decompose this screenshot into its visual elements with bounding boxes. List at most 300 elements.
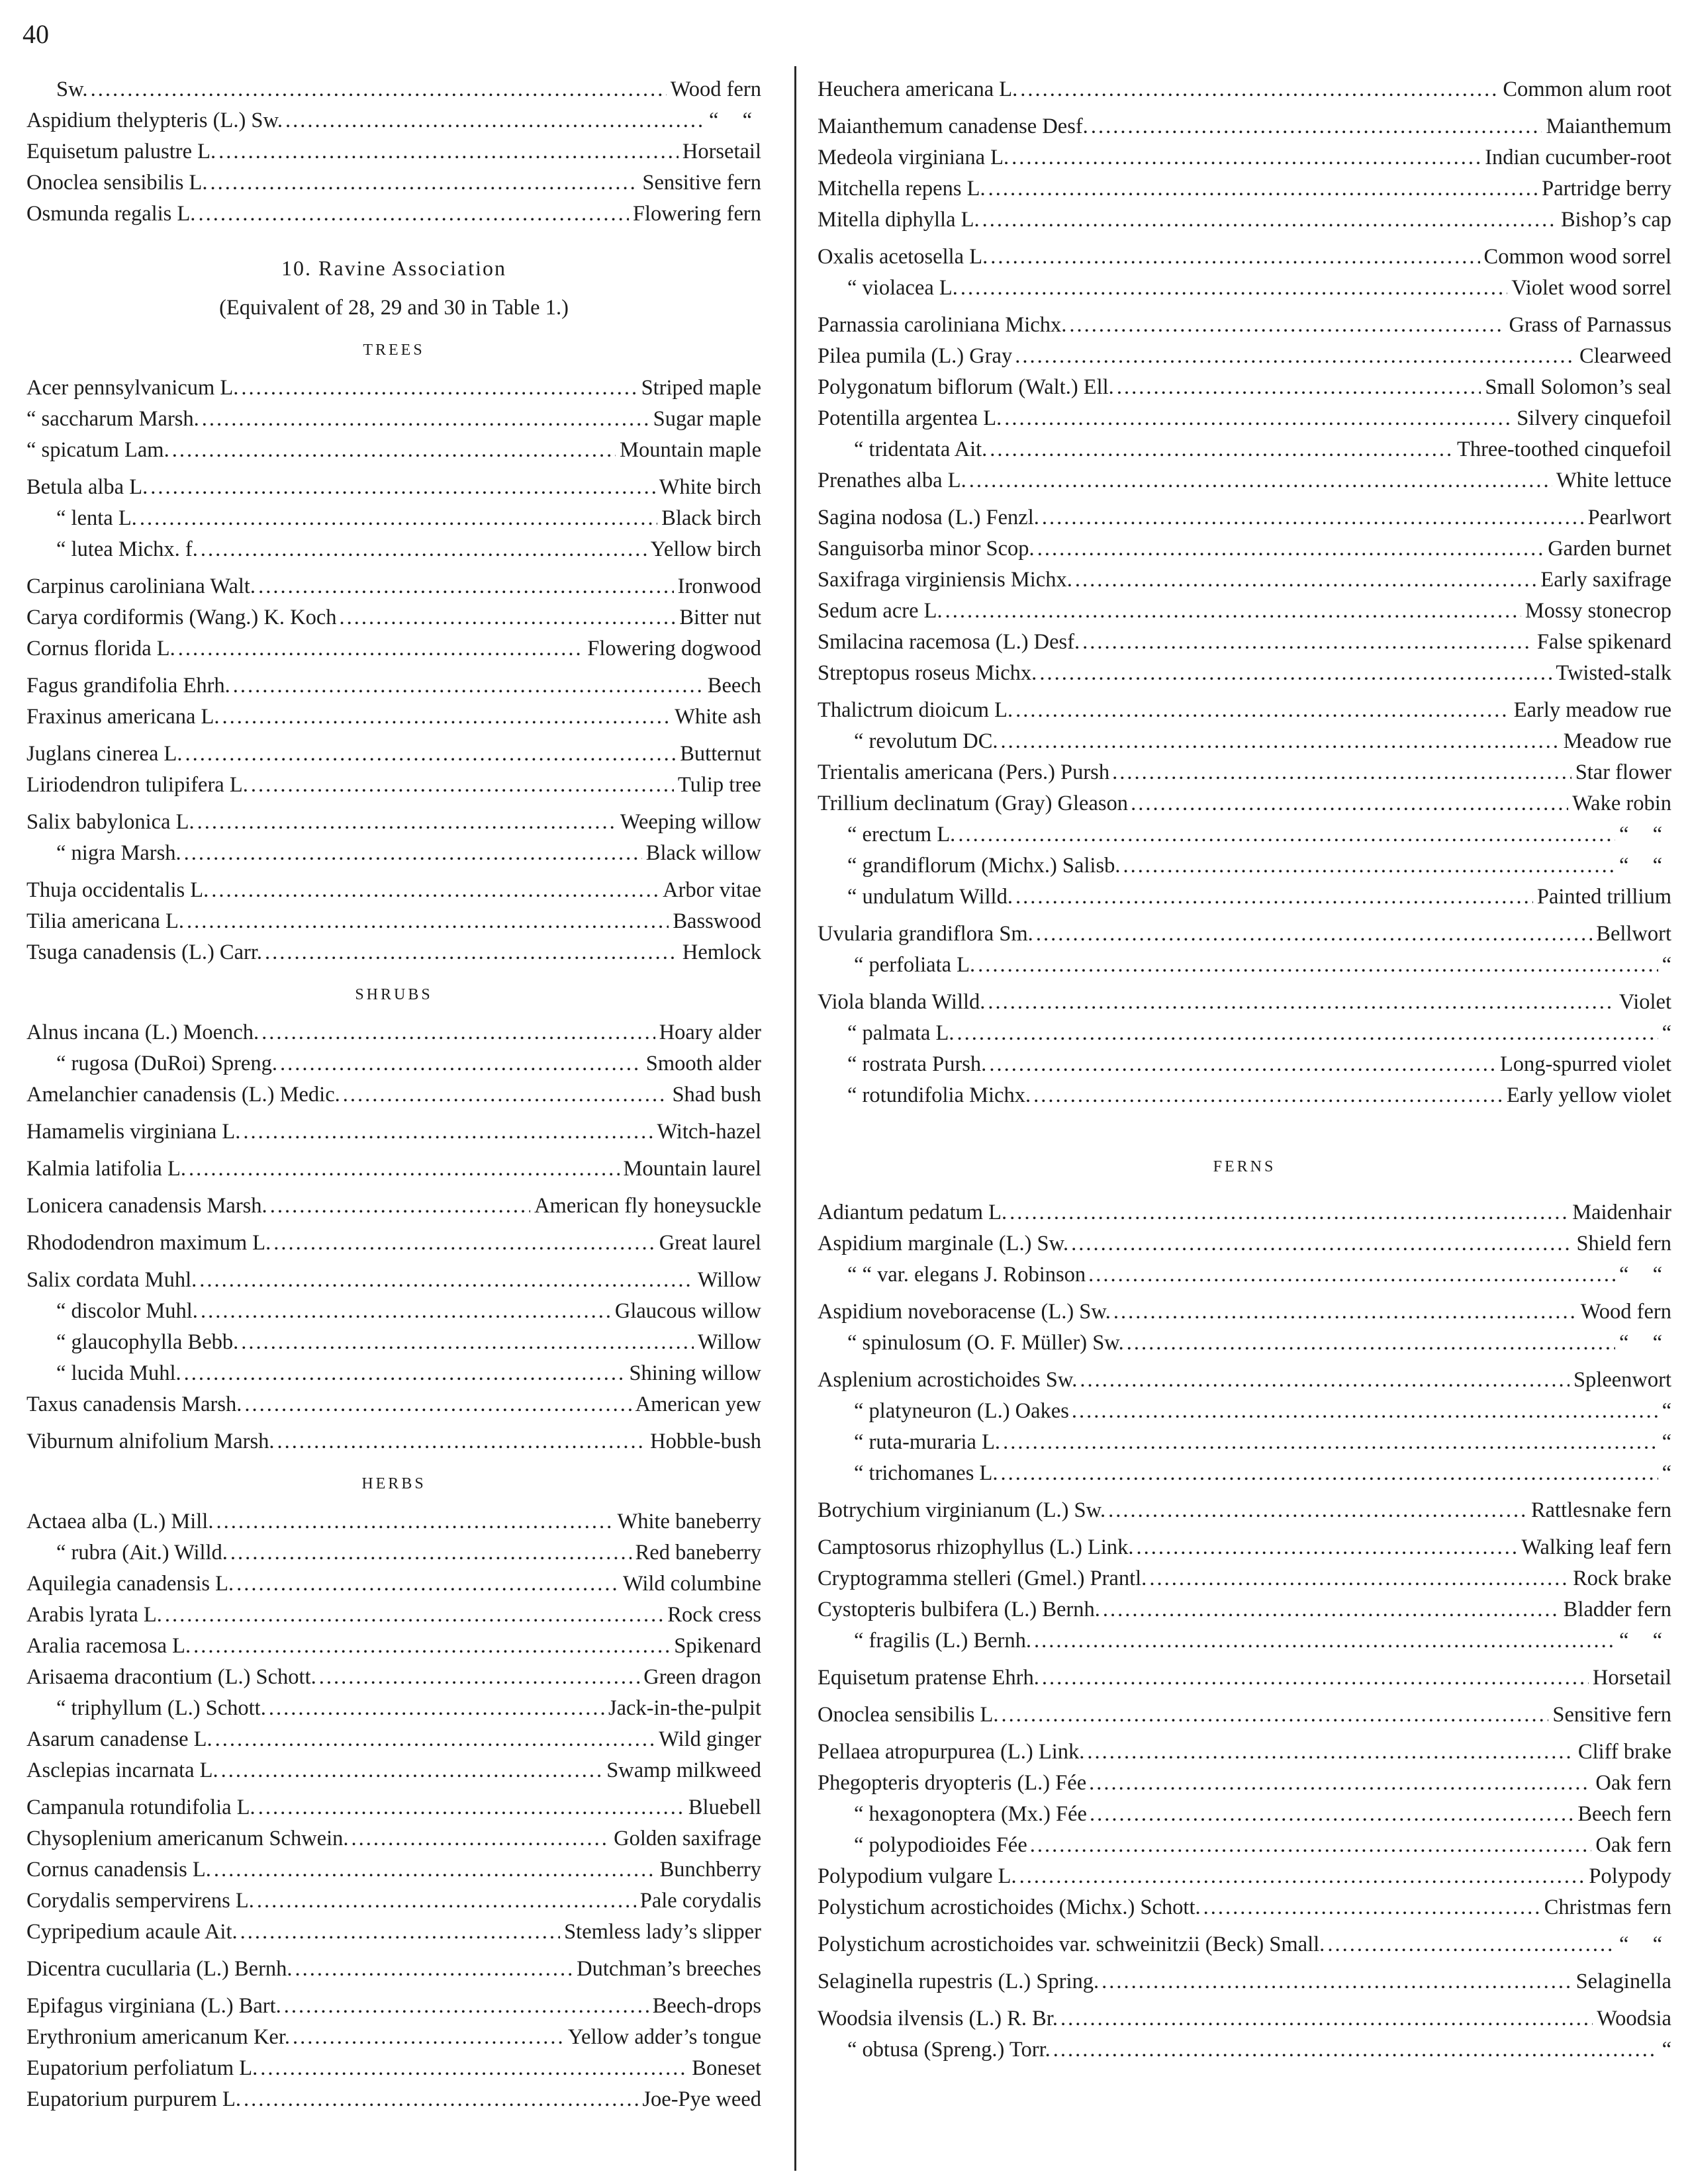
species-entry bbox=[818, 1365, 1671, 1396]
common-name: “ “ bbox=[1619, 823, 1671, 846]
species-entry bbox=[818, 74, 1671, 105]
scientific-name: Polygonatum biflorum (Walt.) Ell. bbox=[818, 375, 1114, 399]
dot-leader bbox=[957, 1018, 1658, 1049]
scientific-name: “ spicatum Lam. bbox=[26, 438, 169, 462]
species-entry bbox=[26, 1886, 761, 1917]
common-name: Silvery cinquefoil bbox=[1517, 406, 1671, 430]
common-name: Pearlwort bbox=[1587, 506, 1671, 529]
scientific-name: Fraxinus americana L. bbox=[26, 705, 220, 729]
dot-leader bbox=[198, 199, 629, 230]
common-name: Wild ginger bbox=[659, 1727, 761, 1751]
scientific-name: “ platyneuron (L.) Oakes bbox=[854, 1399, 1069, 1423]
common-name: Rock cress bbox=[667, 1603, 761, 1627]
species-entry bbox=[26, 373, 761, 404]
common-name: Green dragon bbox=[643, 1665, 761, 1689]
dot-leader bbox=[990, 242, 1479, 273]
scientific-name: “ “ var. elegans J. Robinson bbox=[847, 1263, 1086, 1287]
dot-leader bbox=[273, 1228, 655, 1259]
species-entry bbox=[26, 1079, 761, 1111]
species-entry bbox=[818, 1328, 1671, 1359]
dot-leader bbox=[982, 205, 1557, 236]
dot-leader bbox=[244, 1389, 631, 1420]
species-entry bbox=[818, 273, 1671, 304]
common-name: Black birch bbox=[661, 506, 761, 530]
species-entry bbox=[26, 633, 761, 664]
species-entry bbox=[818, 372, 1671, 403]
dot-leader bbox=[978, 950, 1658, 981]
common-name: American yew bbox=[635, 1392, 761, 1416]
scientific-name: Juglans cinerea L. bbox=[26, 742, 183, 766]
scientific-name: Kalmia latifolia L. bbox=[26, 1157, 186, 1181]
common-name: Glaucous willow bbox=[614, 1299, 761, 1323]
common-name: Painted trillium bbox=[1536, 885, 1671, 909]
scientific-name: Lonicera canadensis Marsh. bbox=[26, 1194, 267, 1218]
species-entry bbox=[818, 1861, 1671, 1892]
species-entry bbox=[818, 819, 1671, 850]
scientific-name: Oxalis acetosella L. bbox=[818, 245, 988, 269]
scientific-name: Viburnum alnifolium Marsh. bbox=[26, 1430, 275, 1453]
species-entry bbox=[26, 770, 761, 801]
common-name: Three-toothed cinquefoil bbox=[1457, 437, 1671, 461]
scientific-name: Chysoplenium americanum Schwein. bbox=[26, 1827, 349, 1850]
common-name: Shining willow bbox=[629, 1361, 761, 1385]
common-name: “ “ bbox=[1619, 1629, 1671, 1653]
common-name: Grass of Parnassus bbox=[1509, 313, 1671, 337]
dot-leader bbox=[280, 1048, 642, 1079]
scientific-name: Mitella diphylla L. bbox=[818, 208, 980, 232]
dot-leader bbox=[1071, 1228, 1572, 1259]
common-name: Oak fern bbox=[1595, 1771, 1671, 1795]
common-name: Violet wood sorrel bbox=[1511, 276, 1671, 300]
common-name: Horsetail bbox=[1592, 1666, 1671, 1690]
species-entry bbox=[818, 1018, 1671, 1049]
scientific-name: “ spinulosum (O. F. Müller) Sw. bbox=[847, 1331, 1124, 1355]
dot-leader bbox=[243, 1116, 653, 1148]
species-entry bbox=[26, 2053, 761, 2084]
species-entry bbox=[818, 1080, 1671, 1111]
dot-leader bbox=[214, 1854, 656, 1886]
dot-leader bbox=[261, 1017, 655, 1048]
dot-leader bbox=[189, 1154, 620, 1185]
left-column bbox=[26, 74, 761, 2115]
dot-leader bbox=[1123, 850, 1616, 882]
dot-leader bbox=[285, 105, 705, 136]
dot-leader bbox=[270, 1191, 530, 1222]
common-name: Sensitive fern bbox=[1552, 1703, 1671, 1727]
dot-leader bbox=[961, 273, 1507, 304]
scientific-name: Erythronium americanum Ker. bbox=[26, 2025, 290, 2049]
scientific-name: Medeola virginiana L. bbox=[818, 146, 1009, 169]
common-name: Small Solomon’s seal bbox=[1485, 375, 1671, 399]
scientific-name: Campanula rotundifolia L. bbox=[26, 1796, 256, 1819]
scientific-name: “ saccharum Marsh. bbox=[26, 407, 199, 431]
dot-leader bbox=[1009, 1197, 1568, 1228]
common-name: “ “ bbox=[1619, 1331, 1671, 1355]
common-name: Polypody bbox=[1589, 1864, 1671, 1888]
common-name: Maidenhair bbox=[1572, 1201, 1671, 1224]
scientific-name: Carpinus caroliniana Walt. bbox=[26, 574, 256, 598]
common-name: Stemless lady’s slipper bbox=[564, 1920, 761, 1944]
dot-leader bbox=[240, 1917, 560, 1948]
dot-leader bbox=[165, 1600, 663, 1631]
dot-leader bbox=[1060, 2003, 1593, 2034]
common-name: Weeping willow bbox=[620, 810, 761, 834]
species-entry bbox=[26, 1327, 761, 1358]
scientific-name: Cryptogramma stelleri (Gmel.) Prantl. bbox=[818, 1567, 1147, 1590]
species-entry bbox=[818, 403, 1671, 434]
dot-leader bbox=[1103, 1594, 1560, 1625]
species-entry bbox=[26, 1389, 761, 1420]
dot-leader bbox=[1075, 565, 1537, 596]
common-name: Jack-in-the-pulpit bbox=[608, 1696, 761, 1720]
common-name: Partridge berry bbox=[1542, 177, 1671, 201]
common-name: Selaginella bbox=[1575, 1970, 1671, 1993]
scientific-name: Uvularia grandiflora Sm. bbox=[818, 922, 1033, 946]
scientific-name: Heuchera americana L. bbox=[818, 77, 1018, 101]
species-entry bbox=[818, 850, 1671, 882]
dot-leader bbox=[989, 1049, 1496, 1080]
dot-leader bbox=[352, 1823, 610, 1854]
scientific-name: Aspidium marginale (L.) Sw. bbox=[818, 1232, 1069, 1255]
dot-leader bbox=[1089, 1768, 1591, 1799]
scientific-name: “ erectum L. bbox=[847, 823, 956, 846]
scientific-name: Polypodium vulgare L. bbox=[818, 1864, 1017, 1888]
dot-leader bbox=[199, 1265, 694, 1296]
scientific-name: Parnassia caroliniana Michx. bbox=[818, 313, 1067, 337]
dot-leader bbox=[258, 1792, 684, 1823]
species-entry bbox=[818, 950, 1671, 981]
dot-leader bbox=[1117, 372, 1481, 403]
scientific-name: “ polypodioides Fée bbox=[854, 1833, 1027, 1857]
dot-leader bbox=[1003, 1427, 1658, 1458]
scientific-name: “ triphyllum (L.) Schott. bbox=[56, 1696, 266, 1720]
common-name: White birch bbox=[659, 475, 761, 499]
species-entry bbox=[26, 1569, 761, 1600]
species-entry bbox=[26, 1537, 761, 1569]
species-entry bbox=[818, 1532, 1671, 1563]
common-name: Joe-Pye weed bbox=[642, 2087, 761, 2111]
common-name: Bishop’s cap bbox=[1560, 208, 1671, 232]
scientific-name: Arabis lyrata L. bbox=[26, 1603, 162, 1627]
herbs-heading: HERBS bbox=[361, 1475, 426, 1492]
common-name: Mountain laurel bbox=[623, 1157, 761, 1181]
scientific-name: Selaginella rupestris (L.) Spring. bbox=[818, 1970, 1100, 1993]
common-name: Early yellow violet bbox=[1506, 1083, 1671, 1107]
common-name: “ bbox=[1662, 2038, 1671, 2062]
species-entry bbox=[818, 726, 1671, 757]
common-name: Shield fern bbox=[1576, 1232, 1671, 1255]
dot-leader bbox=[140, 503, 657, 534]
species-entry bbox=[818, 695, 1671, 726]
dot-leader bbox=[1127, 1328, 1615, 1359]
common-name: Wood fern bbox=[670, 77, 761, 101]
dot-leader bbox=[1015, 882, 1533, 913]
scientific-name: “ lutea Michx. f. bbox=[56, 537, 198, 561]
species-entry bbox=[818, 627, 1671, 658]
common-name: Oak fern bbox=[1595, 1833, 1671, 1857]
scientific-name: “ obtusa (Spreng.) Torr. bbox=[847, 2038, 1051, 2062]
common-name: Wake robin bbox=[1572, 792, 1671, 815]
scientific-name: “ revolutum DC. bbox=[854, 729, 998, 753]
scientific-name: Osmunda regalis L. bbox=[26, 202, 196, 226]
species-entry bbox=[26, 937, 761, 968]
species-entry bbox=[818, 1427, 1671, 1458]
scientific-name: Onoclea sensibilis L. bbox=[26, 171, 208, 195]
common-name: “ “ bbox=[709, 109, 761, 132]
ferns-list bbox=[818, 1197, 1671, 2066]
scientific-name: “ rugosa (DuRoi) Spreng. bbox=[56, 1052, 277, 1075]
dot-leader bbox=[1015, 341, 1575, 372]
common-name: Horsetail bbox=[682, 140, 761, 163]
dot-leader bbox=[343, 1079, 669, 1111]
dot-leader bbox=[201, 1296, 611, 1327]
common-name: Bellwort bbox=[1596, 922, 1671, 946]
common-name: Ironwood bbox=[677, 574, 761, 598]
common-name: Sugar maple bbox=[653, 407, 761, 431]
dot-leader bbox=[1033, 1080, 1503, 1111]
dot-leader bbox=[1069, 310, 1505, 341]
section-title: 10. Ravine Association bbox=[281, 256, 506, 280]
common-name: Golden saxifrage bbox=[614, 1827, 761, 1850]
dot-leader bbox=[1042, 1662, 1589, 1694]
common-name: Spleenwort bbox=[1573, 1368, 1671, 1392]
dot-leader bbox=[1108, 1495, 1527, 1526]
scientific-name: “ lucida Muhl. bbox=[56, 1361, 181, 1385]
scientific-name: Cornus canadensis L. bbox=[26, 1858, 211, 1882]
scientific-name: Polystichum acrostichoides var. schweinitzii (Beck) Small. bbox=[818, 1933, 1325, 1956]
dot-leader bbox=[1053, 2034, 1658, 2066]
species-entry bbox=[818, 1228, 1671, 1259]
right-column bbox=[818, 74, 1671, 2066]
dot-leader bbox=[1001, 726, 1560, 757]
scientific-name: “ palmata L. bbox=[847, 1021, 955, 1045]
scientific-name: “ glaucophylla Bebb. bbox=[56, 1330, 239, 1354]
species-entry bbox=[26, 1755, 761, 1786]
common-name: Beech-drops bbox=[652, 1994, 761, 2018]
common-name: Butternut bbox=[680, 742, 761, 766]
dot-leader bbox=[211, 875, 659, 906]
dot-leader bbox=[1102, 1966, 1571, 1997]
common-name: Rock brake bbox=[1573, 1567, 1671, 1590]
dot-leader bbox=[184, 1358, 626, 1389]
common-name: Boneset bbox=[692, 2056, 761, 2080]
species-entry bbox=[818, 2034, 1671, 2066]
dot-leader bbox=[1004, 403, 1513, 434]
species-entry bbox=[818, 1737, 1671, 1768]
species-entry bbox=[26, 1991, 761, 2022]
species-entry bbox=[818, 1768, 1671, 1799]
common-name: Bluebell bbox=[688, 1796, 761, 1819]
species-entry bbox=[26, 571, 761, 602]
common-name: Black willow bbox=[645, 841, 761, 865]
common-name: Willow bbox=[697, 1330, 761, 1354]
species-entry bbox=[818, 1563, 1671, 1594]
dot-leader bbox=[215, 1724, 655, 1755]
dot-leader bbox=[958, 819, 1615, 850]
species-entry bbox=[818, 1297, 1671, 1328]
common-name: Bladder fern bbox=[1563, 1598, 1671, 1621]
common-name: “ bbox=[1662, 1461, 1671, 1485]
scientific-name: Asplenium acrostichoides Sw. bbox=[818, 1368, 1078, 1392]
dot-leader bbox=[1091, 111, 1542, 142]
scientific-name: Aralia racemosa L. bbox=[26, 1634, 191, 1658]
common-name: Common alum root bbox=[1503, 77, 1671, 101]
common-name: Hoary alder bbox=[659, 1021, 761, 1044]
scientific-name: Salix babylonica L. bbox=[26, 810, 195, 834]
species-entry bbox=[818, 242, 1671, 273]
species-entry bbox=[26, 435, 761, 466]
species-entry bbox=[26, 1296, 761, 1327]
species-entry bbox=[26, 1017, 761, 1048]
species-entry bbox=[818, 1495, 1671, 1526]
scientific-name: “ ruta-muraria L. bbox=[854, 1430, 1001, 1454]
trees-list bbox=[26, 373, 761, 968]
species-entry bbox=[818, 310, 1671, 341]
scientific-name: Equisetum pratense Ehrh. bbox=[818, 1666, 1039, 1690]
scientific-name: Eupatorium perfoliatum L. bbox=[26, 2056, 258, 2080]
dot-leader bbox=[1087, 1737, 1574, 1768]
scientific-name: Carya cordiformis (Wang.) K. Koch bbox=[26, 606, 337, 629]
dot-leader bbox=[1090, 1799, 1573, 1830]
scientific-name: Mitchella repens L. bbox=[818, 177, 986, 201]
scientific-name: Corydalis sempervirens L. bbox=[26, 1889, 254, 1913]
scientific-name: Thuja occidentalis L. bbox=[26, 878, 209, 902]
common-name: Christmas fern bbox=[1544, 1895, 1671, 1919]
common-name: Shad bush bbox=[672, 1083, 761, 1107]
dot-leader bbox=[1020, 74, 1499, 105]
common-name: “ “ bbox=[1619, 1933, 1671, 1956]
species-entry bbox=[26, 1854, 761, 1886]
scientific-name: Asclepias incarnata L. bbox=[26, 1758, 218, 1782]
scientific-name: Equisetum palustre L. bbox=[26, 140, 216, 163]
scientific-name: Sw. bbox=[56, 77, 88, 101]
species-entry bbox=[26, 472, 761, 503]
species-entry bbox=[818, 1197, 1671, 1228]
species-entry bbox=[818, 111, 1671, 142]
common-name: Yellow birch bbox=[650, 537, 761, 561]
dot-leader bbox=[178, 633, 584, 664]
scientific-name: “ lenta L. bbox=[56, 506, 137, 530]
species-entry bbox=[26, 1600, 761, 1631]
species-entry bbox=[818, 1049, 1671, 1080]
scientific-name: Fagus grandifolia Ehrh. bbox=[26, 674, 230, 698]
species-entry bbox=[818, 434, 1671, 465]
dot-leader bbox=[1137, 1532, 1518, 1563]
species-entry bbox=[26, 199, 761, 230]
common-name: “ “ bbox=[1619, 854, 1671, 878]
common-name: “ bbox=[1662, 1021, 1671, 1045]
common-name: “ “ bbox=[1619, 1263, 1671, 1287]
scientific-name: Cystopteris bulbifera (L.) Bernh. bbox=[818, 1598, 1100, 1621]
common-name: Early meadow rue bbox=[1513, 698, 1671, 722]
dot-leader bbox=[1203, 1892, 1540, 1923]
species-entry bbox=[818, 1625, 1671, 1657]
scientific-name: “ hexagonoptera (Mx.) Fée bbox=[854, 1802, 1087, 1826]
common-name: Yellow adder’s tongue bbox=[567, 2025, 761, 2049]
species-entry bbox=[818, 533, 1671, 565]
species-entry bbox=[818, 1929, 1671, 1960]
common-name: Woodsia bbox=[1597, 2007, 1671, 2030]
dot-leader bbox=[988, 173, 1538, 205]
common-name: Dutchman’s breeches bbox=[577, 1957, 761, 1981]
scientific-name: “ nigra Marsh. bbox=[56, 841, 181, 865]
scientific-name: Asarum canadense L. bbox=[26, 1727, 212, 1751]
scientific-name: “ undulatum Willd. bbox=[847, 885, 1013, 909]
species-entry bbox=[818, 1594, 1671, 1625]
species-entry bbox=[818, 173, 1671, 205]
common-name: Bunchberry bbox=[659, 1858, 761, 1882]
species-entry bbox=[26, 1724, 761, 1755]
dot-leader bbox=[1034, 1625, 1615, 1657]
common-name: Beech bbox=[707, 674, 761, 698]
species-entry bbox=[818, 1892, 1671, 1923]
scientific-name: Pilea pumila (L.) Gray bbox=[818, 344, 1013, 368]
dot-leader bbox=[172, 435, 616, 466]
scientific-name: Liriodendron tulipifera L. bbox=[26, 773, 248, 797]
dot-leader bbox=[257, 1886, 636, 1917]
dot-leader bbox=[1080, 1365, 1570, 1396]
common-name: Cliff brake bbox=[1577, 1740, 1671, 1764]
species-entry bbox=[818, 596, 1671, 627]
species-entry bbox=[818, 1799, 1671, 1830]
ferns-heading: FERNS bbox=[1213, 1158, 1276, 1175]
scientific-name: Maianthemum canadense Desf. bbox=[818, 114, 1088, 138]
species-entry bbox=[26, 167, 761, 199]
common-name: American fly honeysuckle bbox=[534, 1194, 761, 1218]
common-name: Long-spurred violet bbox=[1499, 1052, 1671, 1076]
species-entry bbox=[26, 1792, 761, 1823]
dot-leader bbox=[969, 465, 1552, 496]
common-name: Wild columbine bbox=[623, 1572, 761, 1596]
scientific-name: Viola blanda Willd. bbox=[818, 990, 986, 1014]
species-entry bbox=[26, 807, 761, 838]
common-name: Striped maple bbox=[641, 376, 761, 400]
scientific-name: Smilacina racemosa (L.) Desf. bbox=[818, 630, 1080, 654]
dot-leader bbox=[230, 1537, 632, 1569]
common-name: Pale corydalis bbox=[639, 1889, 761, 1913]
scientific-name: Onoclea sensibilis L. bbox=[818, 1703, 999, 1727]
common-name: Twisted-stalk bbox=[1556, 661, 1671, 685]
species-entry bbox=[26, 1823, 761, 1854]
scientific-name: Eupatorium purpurem L. bbox=[26, 2087, 242, 2111]
species-entry bbox=[818, 1662, 1671, 1694]
dot-leader bbox=[1002, 1700, 1549, 1731]
species-entry bbox=[26, 136, 761, 167]
common-name: Flowering dogwood bbox=[587, 637, 761, 660]
dot-leader bbox=[1001, 1458, 1658, 1489]
species-entry bbox=[26, 1506, 761, 1537]
scientific-name: “ tridentata Ait. bbox=[854, 437, 988, 461]
common-name: White lettuce bbox=[1556, 469, 1671, 492]
common-name: Common wood sorrel bbox=[1483, 245, 1671, 269]
scientific-name: Prenathes alba L. bbox=[818, 469, 966, 492]
scientific-name: Sanguisorba minor Scop. bbox=[818, 537, 1035, 561]
species-entry bbox=[818, 882, 1671, 913]
species-entry bbox=[818, 341, 1671, 372]
species-entry bbox=[818, 2003, 1671, 2034]
species-entry bbox=[26, 534, 761, 565]
dot-leader bbox=[293, 2022, 564, 2053]
common-name: “ bbox=[1662, 1399, 1671, 1423]
dot-leader bbox=[319, 1662, 640, 1693]
species-entry bbox=[818, 1830, 1671, 1861]
scientific-name: Adiantum pedatum L. bbox=[818, 1201, 1008, 1224]
common-name: Violet bbox=[1618, 990, 1671, 1014]
common-name: Mossy stonecrop bbox=[1524, 599, 1671, 623]
species-entry bbox=[818, 1259, 1671, 1291]
species-entry bbox=[818, 1396, 1671, 1427]
species-entry bbox=[26, 739, 761, 770]
